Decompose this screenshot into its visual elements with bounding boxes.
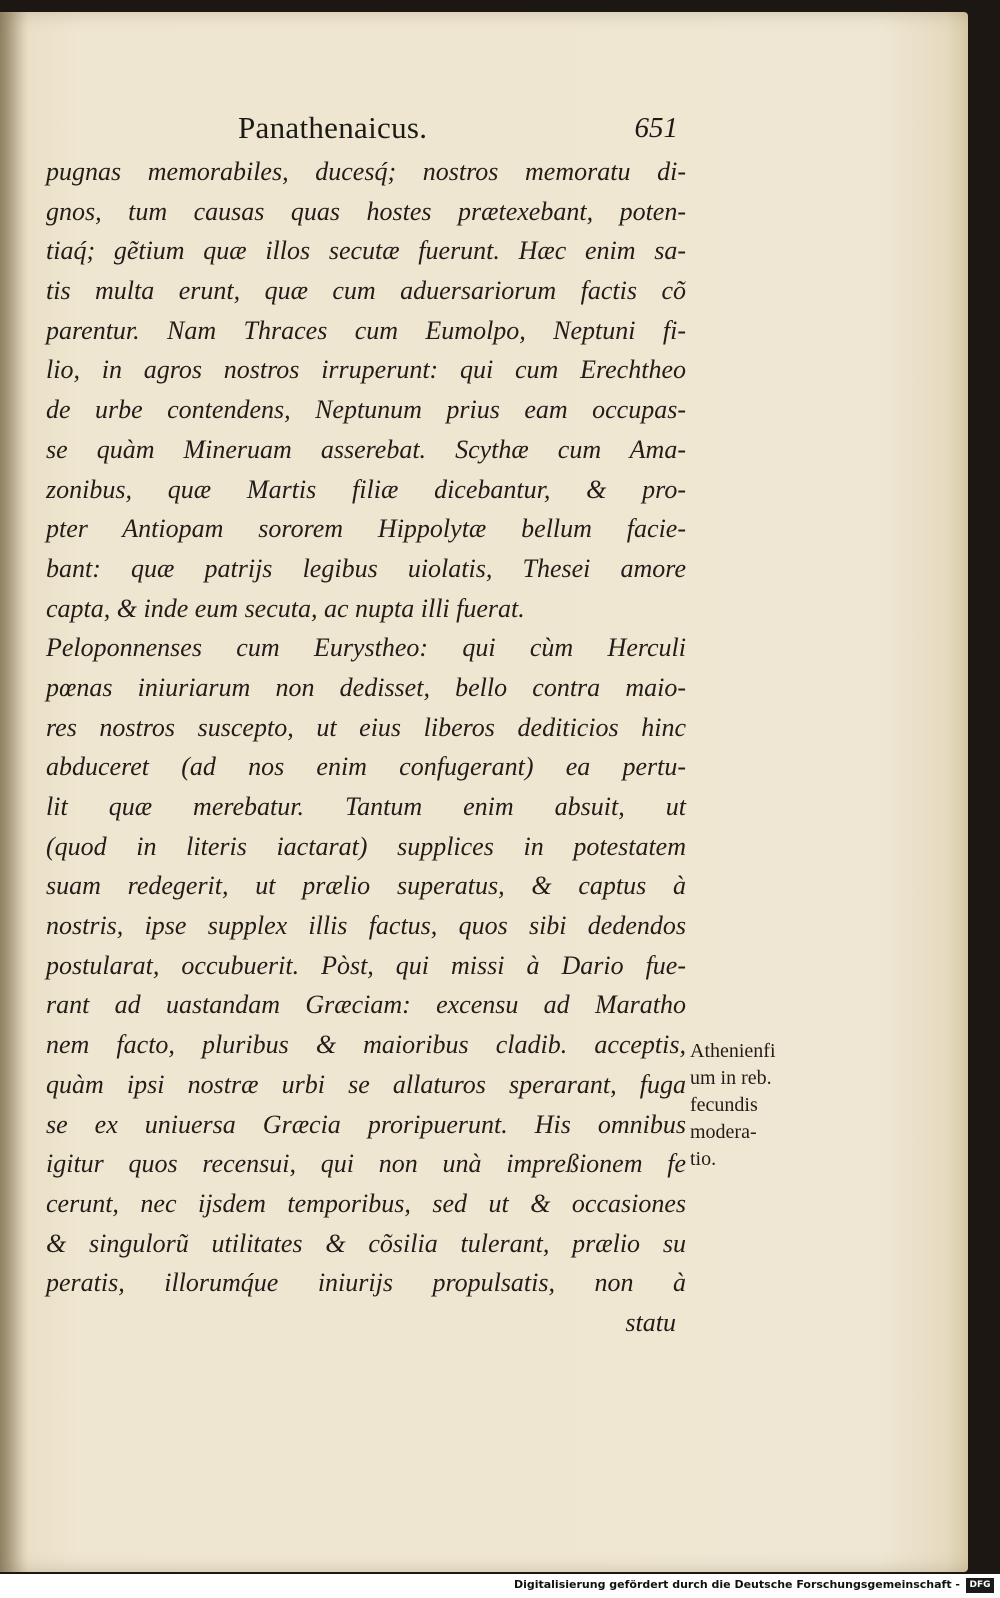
text-line: parentur. Nam Thraces cum Eumolpo, Neptuni fi- xyxy=(46,315,686,345)
text-line: de urbe contendens, Neptunum prius eam occupas- xyxy=(46,395,686,425)
text-line: pter Antiopam sororem Hippolytæ bellum facie- xyxy=(46,514,686,544)
marginal-note-line: tio. xyxy=(690,1148,717,1170)
catchword: statu xyxy=(625,1307,676,1337)
book-page xyxy=(0,12,968,1572)
dfg-logo: DFG xyxy=(966,1578,994,1593)
text-line: se ex uniuersa Græcia proripuerunt. His omnibus xyxy=(46,1109,686,1139)
text-line: postularat, occubuerit. Pòst, qui missi à Dario fue- xyxy=(46,950,686,980)
text-line: igitur quos recensui, qui non unà impreßionem fe xyxy=(46,1149,686,1179)
page-number: 651 xyxy=(634,112,678,144)
text-line: lit quæ merebatur. Tantum enim absuit, ut xyxy=(46,792,686,821)
text-line: zonibus, quæ Martis filiæ dicebantur, & pro- xyxy=(46,474,686,504)
marginal-note xyxy=(690,1038,820,1173)
marginal-note-line: um in reb. xyxy=(690,1067,772,1089)
text-line: res nostros suscepto, ut eius liberos dediticios hinc xyxy=(46,712,686,742)
text-line: lio, in agros nostros irruperunt: qui cum Erechtheo xyxy=(46,355,686,385)
text-line: nostris, ipse supplex illis factus, quos sibi dedendos xyxy=(46,911,686,941)
text-line: nem facto, pluribus & maioribus cladib. acceptis, xyxy=(46,1030,686,1060)
text-line: tis multa erunt, quæ cum aduersariorum factis cõ xyxy=(46,276,686,306)
text-line: suam redegerit, ut prælio superatus, & captus à xyxy=(46,871,686,901)
text-line: peratis, illorumq́ue iniurijs propulsatis, non à xyxy=(46,1268,686,1298)
text-line: bant: quæ patrijs legibus uiolatis, Thesei amore xyxy=(46,553,686,583)
text-line: se quàm Mineruam asserebat. Scythæ cum Ama- xyxy=(46,434,686,464)
funding-credit: Digitalisierung gefördert durch die Deutsche Forschungsgemeinschaft - xyxy=(513,1578,960,1591)
main-text-block xyxy=(46,152,686,1343)
spine-shadow xyxy=(0,12,28,1572)
text-line: Peloponnenses cum Eurystheo: qui cùm Herculi xyxy=(46,633,686,663)
running-title: Panathenaicus. xyxy=(238,110,428,145)
text-line: quàm ipsi nostræ urbi se allaturos sperarant, fuga xyxy=(46,1069,686,1099)
marginal-note-line: modera- xyxy=(690,1121,757,1143)
running-head xyxy=(238,110,678,154)
text-line: abduceret (ad nos enim confugerant) ea pertu- xyxy=(46,752,686,782)
marginal-note-line: fecundis xyxy=(690,1094,758,1116)
text-line: capta, & inde eum secuta, ac nupta illi fuerat. xyxy=(46,593,525,623)
text-line: tiaq́; gẽtium quæ illos secutæ fuerunt. Hæc enim sa- xyxy=(46,236,686,266)
text-line: & singulorũ utilitates & cõsilia tulerant, prælio su xyxy=(46,1228,686,1258)
text-line: pœnas iniuriarum non dedisset, bello contra maio- xyxy=(46,672,686,702)
text-line: rant ad uastandam Græciam: excensu ad Maratho xyxy=(46,990,686,1020)
marginal-note-line: Athenienfi xyxy=(690,1040,776,1062)
digitization-footer xyxy=(0,1574,1000,1598)
text-line: (quod in literis iactarat) supplices in potestatem xyxy=(46,831,686,861)
text-line: pugnas memorabiles, ducesq́; nostros memoratu di- xyxy=(46,157,686,186)
text-line: cerunt, nec ijsdem temporibus, sed ut & occasiones xyxy=(46,1188,686,1218)
text-line: gnos, tum causas quas hostes prætexebant, poten- xyxy=(46,196,686,226)
